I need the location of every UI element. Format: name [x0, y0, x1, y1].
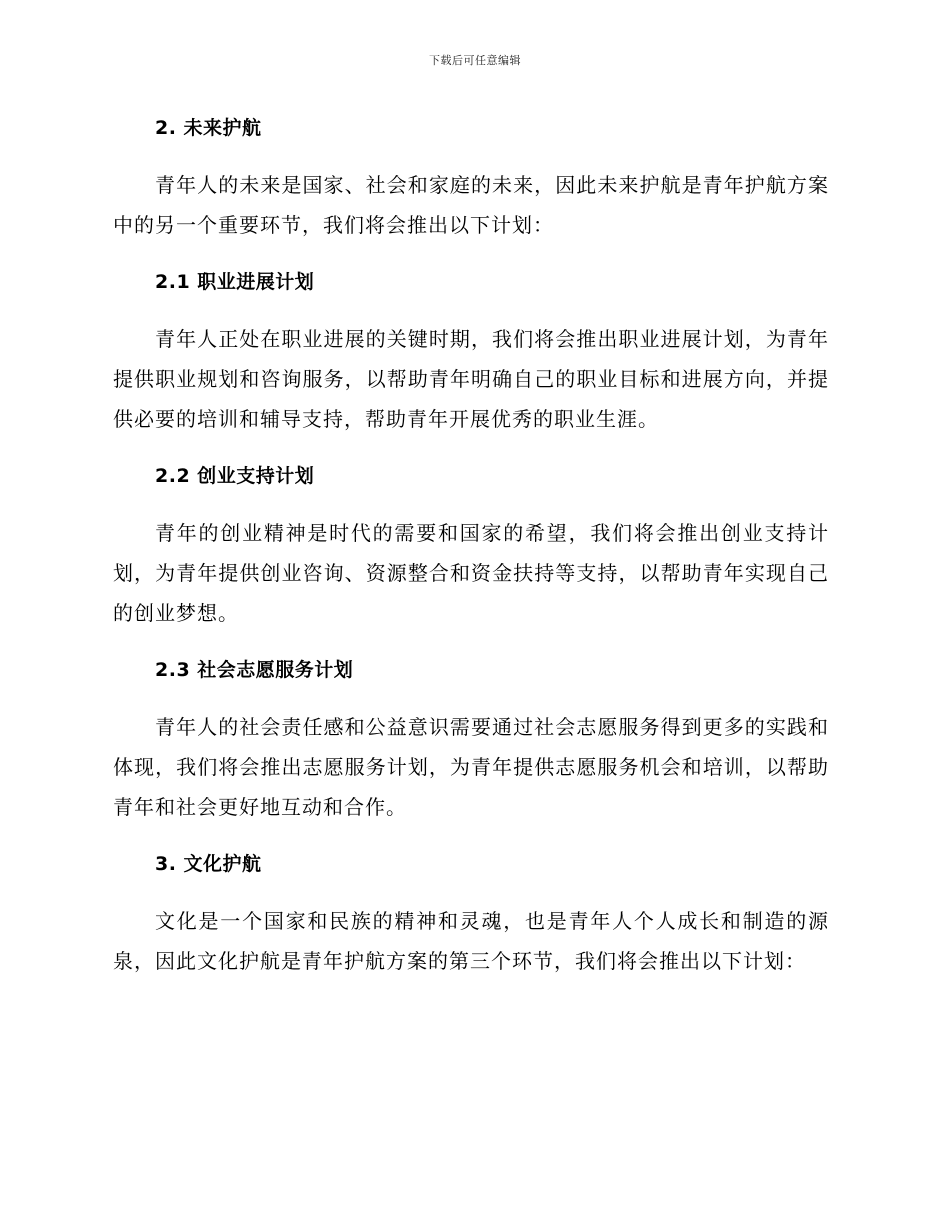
section-heading-culture-escort: 3. 文化护航: [155, 853, 262, 875]
document-body: [113, 111, 829, 981]
section-heading-future-escort: 2. 未来护航: [155, 117, 262, 139]
page-header: 下载后可任意编辑: [429, 54, 521, 67]
section-paragraph-volunteer-plan: 青年人的社会责任感和公益意识需要通过社会志愿服务得到更多的实践和体现，我们将会推出志愿服务计划，为青年提供志愿服务机会和培训，以帮助青年和社会更好地互动和合作。: [113, 715, 829, 819]
section-paragraph-startup-plan: 青年的创业精神是时代的需要和国家的希望，我们将会推出创业支持计划，为青年提供创业咨询、资源整合和资金扶持等支持，以帮助青年实现自己的创业梦想。: [113, 521, 829, 625]
section-paragraph-career-plan: 青年人正处在职业进展的关键时期，我们将会推出职业进展计划，为青年提供职业规划和咨询服务，以帮助青年明确自己的职业目标和进展方向，并提供必要的培训和辅导支持，帮助青年开展优秀的职业生涯。: [113, 327, 829, 431]
section-paragraph-culture-escort: 文化是一个国家和民族的精神和灵魂，也是青年人个人成长和制造的源泉，因此文化护航是青年护航方案的第三个环节，我们将会推出以下计划：: [113, 909, 829, 973]
section-heading-career-plan: 2.1 职业进展计划: [155, 271, 315, 293]
section-heading-volunteer-plan: 2.3 社会志愿服务计划: [155, 659, 354, 681]
section-paragraph-future-escort: 青年人的未来是国家、社会和家庭的未来，因此未来护航是青年护航方案中的另一个重要环节，我们将会推出以下计划：: [113, 173, 829, 237]
section-heading-startup-plan: 2.2 创业支持计划: [155, 465, 315, 487]
